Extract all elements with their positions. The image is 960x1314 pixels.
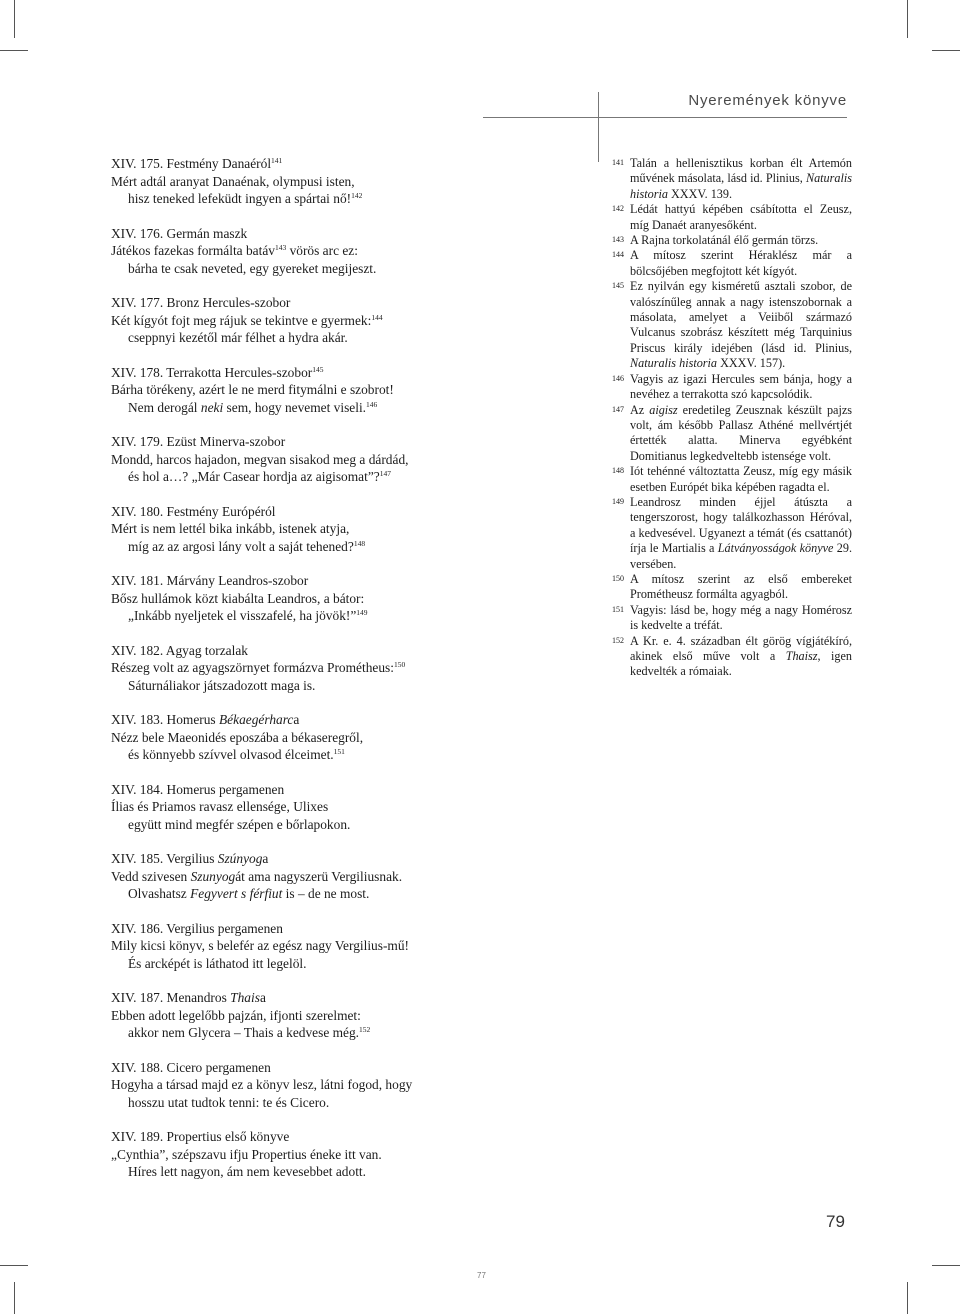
verse-line [111, 1076, 591, 1094]
text-run: sem, hogy nevemet viseli. [223, 399, 367, 415]
epigram-title [111, 920, 591, 938]
text-run: XIV. 187. Menandros [111, 990, 231, 1005]
text-run: akkor nem Glycera – Thais a kedvese még. [128, 1025, 360, 1040]
folio: 77 [477, 1271, 486, 1280]
footnote-number: 152 [612, 635, 624, 645]
crop-mark [14, 1282, 15, 1314]
epigram [111, 1128, 591, 1181]
text-run: át ama nagyszerü Vergiliusnak. [235, 868, 403, 884]
verse-line [111, 1094, 591, 1112]
text-run: is – de ne most. [282, 886, 370, 901]
column-rule [598, 92, 599, 162]
verse-line [111, 190, 591, 208]
footnote-ref: 151 [333, 747, 345, 756]
footnote [612, 464, 852, 495]
epigram-title [111, 850, 591, 868]
text-run: vörös arc ez: [286, 243, 358, 258]
epigram [111, 155, 591, 208]
text-run: XIV. 185. Vergilius [111, 851, 218, 866]
footnote-ref: 146 [366, 399, 378, 409]
text-run: Iót tehénné változtatta Zeusz, míg egy másik esetben Európét bika képében ragadta el. [630, 464, 852, 494]
crop-mark [932, 1265, 960, 1266]
footnote-number: 141 [612, 158, 624, 167]
text-run: Nézz bele Maeonidés eposzába a békaseregről, [111, 729, 364, 745]
epigram [111, 711, 591, 764]
verse-line [111, 607, 591, 625]
text-run: XIV. 186. Vergilius pergamenen [111, 920, 283, 936]
footnote [612, 603, 852, 634]
footnote-number: 145 [612, 281, 624, 291]
footnote [612, 156, 852, 202]
text-run: „Inkább nyeljetek el visszafelé, ha jövök!” [128, 608, 357, 623]
text-run: Vedd szivesen [111, 868, 191, 884]
text-run: „Cynthia”, szépszavu ifju Propertius éneke itt van. [111, 1146, 382, 1162]
text-run: A Rajna torkolatánál élő germán törzs. [630, 233, 819, 248]
verse-line [111, 659, 591, 677]
text-run: Két kígyót fojt meg rájuk se tekintve e gyermek: [111, 312, 372, 328]
epigram [111, 1059, 591, 1112]
epigram-title [111, 155, 591, 173]
footnote-ref: 142 [351, 191, 363, 200]
text-run: XIV. 188. Cicero pergamenen [111, 1059, 271, 1075]
text-run: Nem derogál [128, 399, 201, 415]
footnote-ref: 148 [353, 538, 366, 548]
footnote-number: 144 [612, 250, 624, 260]
footnote-number: 150 [612, 573, 624, 583]
crop-mark [0, 50, 28, 51]
epigram-title [111, 711, 591, 729]
epigram-title [111, 642, 591, 660]
footnote-ref: 143 [274, 243, 287, 252]
text-run: míg az az argosi lány volt a saját tehened? [128, 538, 354, 554]
text-run: 29. versében. [630, 541, 852, 571]
text-run: XIV. 182. Agyag torzalak [111, 642, 248, 658]
text-run: XIV. 189. Propertius első könyve [111, 1129, 290, 1144]
epigram [111, 781, 591, 834]
text-run: XIV. 175. Festmény Danaéról [111, 156, 272, 171]
verse-line [111, 451, 591, 469]
verse-line [111, 885, 591, 903]
verse-line [111, 937, 591, 955]
header-rule [483, 117, 847, 118]
italic-text: aigisz [649, 402, 678, 417]
text-run: XIV. 184. Homerus pergamenen [111, 781, 285, 797]
epigram [111, 433, 591, 486]
italic-text: Békaegérharc [219, 712, 294, 727]
text-run: Mért is nem lettél bika inkább, istenek atyja, [111, 521, 350, 536]
verse-line [111, 520, 591, 538]
text-run: XIV. 177. Bronz Hercules-szobor [111, 295, 291, 310]
epigram [111, 989, 591, 1042]
italic-text: Látványosságok könyve [717, 541, 834, 556]
epigram [111, 364, 591, 417]
text-run: XIV. 176. Germán maszk [111, 225, 248, 241]
text-run: A mítosz szerint Héraklész már a bölcsőjében megfojtott két kígyót. [630, 248, 852, 278]
verse-line [111, 590, 591, 608]
footnote-number: 143 [612, 235, 624, 245]
text-run: Részeg volt az agyagszörnyet formázva Prométheus: [111, 660, 394, 675]
epigram [111, 920, 591, 973]
italic-text: Szunyog [190, 868, 236, 884]
footnote-number: 148 [612, 466, 624, 476]
footnote-ref: 141 [271, 156, 283, 165]
italic-text: Thaisz [785, 649, 818, 663]
footnote-number: 146 [612, 373, 624, 383]
italic-text: Naturalis historia [630, 356, 718, 371]
text-run: a [259, 990, 266, 1005]
verse-line [111, 746, 591, 764]
footnote-number: 149 [612, 496, 624, 506]
footnote [612, 279, 852, 371]
text-run: hisz teneked lefeküdt ingyen a spártai nő! [128, 191, 352, 206]
footnote-ref: 152 [359, 1025, 371, 1034]
text-run: Mondd, harcos hajadon, megvan sisakod meg a dárdád, [111, 451, 409, 467]
footnote-ref: 149 [356, 608, 368, 617]
text-run: együtt mind megfér szépen e bőrlapokon. [128, 816, 351, 832]
text-run: Olvashatsz [128, 886, 191, 901]
verse-line [111, 868, 591, 886]
epigram-title [111, 1059, 591, 1077]
text-run: hosszu utat tudtok tenni: te és Cicero. [128, 1094, 330, 1110]
footnote [612, 248, 852, 279]
epigram-title [111, 503, 591, 521]
epigram-title [111, 364, 591, 382]
text-run: XIV. 180. Festmény Európéról [111, 503, 276, 519]
epigram [111, 850, 591, 903]
italic-text: Fegyvert s férfiut [190, 886, 283, 901]
italic-text: Szúnyog [217, 851, 263, 866]
epigram [111, 572, 591, 625]
crop-mark [0, 1265, 28, 1266]
italic-text: neki [200, 399, 224, 415]
footnote-number: 147 [612, 404, 624, 414]
text-run: Bősz hullámok közt kiabálta Leandros, a bátor: [111, 590, 365, 606]
epigram-title [111, 1128, 591, 1146]
epigram-title [111, 572, 591, 590]
footnote-ref: 147 [379, 469, 391, 478]
epigram [111, 225, 591, 278]
footnote [612, 572, 852, 603]
footnote [612, 634, 852, 680]
text-run: És arcképét is láthatod itt legelöl. [128, 955, 307, 971]
epigram-column [111, 155, 591, 1198]
verse-line [111, 538, 591, 556]
footnote-column [612, 156, 852, 680]
italic-text: Thais [230, 990, 260, 1005]
verse-line [111, 242, 591, 260]
text-run: és könnyebb szívvel olvasod élceimet. [128, 747, 334, 762]
verse-line [111, 1146, 591, 1164]
footnote [612, 372, 852, 403]
text-run: XIV. 179. Ezüst Minerva-szobor [111, 434, 286, 449]
text-run: Ílias és Priamos ravasz ellensége, Ulixes [111, 799, 329, 814]
text-run: XIV. 181. Márvány Leandros-szobor [111, 573, 309, 588]
text-run: A Kr. e. 4. században élt görög vígjátékíró, akinek első műve volt a [630, 633, 852, 663]
footnote [612, 202, 852, 233]
epigram [111, 503, 591, 556]
epigram-title [111, 225, 591, 243]
epigram [111, 642, 591, 695]
epigram-title [111, 433, 591, 451]
text-run: Vagyis az igazi Hercules sem bánja, hogy a nevéhez a terrakotta szó kapcsolódik. [630, 371, 852, 402]
footnote-number: 151 [612, 604, 624, 614]
epigram-title [111, 989, 591, 1007]
epigram-title [111, 781, 591, 799]
text-run: XIV. 183. Homerus [111, 712, 219, 727]
text-run: A mítosz szerint az első embereket Prométheusz formálta agyagból. [630, 571, 852, 602]
verse-line [111, 1163, 591, 1181]
verse-line [111, 260, 591, 278]
verse-line [111, 677, 591, 695]
verse-line [111, 468, 591, 486]
text-run: , igen kedvelték a rómaiak. [630, 649, 852, 679]
verse-line [111, 1007, 591, 1025]
text-run: Vagyis: lásd be, hogy még a nagy Homérosz is kedvelte a tréfát. [630, 602, 852, 633]
verse-line [111, 816, 591, 834]
text-run: Mért adtál aranyat Danaénak, olympusi isten, [111, 173, 355, 189]
text-run: XXXV. 157). [717, 356, 786, 371]
text-run: eredetileg Zeusznak készült pajzs volt, ám később Pallasz Athéné mellvértjét értették alatta. Minerva egyébként Domitianus legkedveltebb istensége volt. [630, 402, 852, 463]
verse-line [111, 312, 591, 330]
text-run: Talán a hellenisztikus korban élt Artemón művének másolata, lásd id. Plinius, [630, 156, 852, 186]
text-run: XXXV. 139. [667, 186, 733, 201]
verse-line [111, 955, 591, 973]
footnote-ref: 150 [393, 660, 406, 669]
verse-line [111, 729, 591, 747]
text-run: Ebben adott legelőbb pajzán, ifjonti szerelmet: [111, 1007, 361, 1023]
text-run: Lédát hattyú képében csábította el Zeusz, míg Danaét aranyesőként. [630, 202, 852, 232]
verse-line [111, 399, 591, 417]
text-run: Leandrosz minden éjjel átúszta a tengerszorost, hogy találkozhasson Héróval, a kedvesével. Ugyanezt a témát (és csattanót) írja le Martialis a [630, 494, 852, 556]
page-number: 79 [826, 1212, 845, 1231]
text-run: Sáturnáliakor játszadozott maga is. [128, 677, 316, 693]
text-run: Bárha törékeny, azért le ne merd fitymálni e szobrot! [111, 382, 394, 397]
verse-line [111, 798, 591, 816]
text-run: és hol a…? „Már Casear hordja az aigisomat”? [128, 469, 380, 484]
verse-line [111, 329, 591, 347]
footnote [612, 495, 852, 572]
verse-line [111, 1024, 591, 1042]
footnote [612, 233, 852, 248]
text-run: Az [630, 402, 650, 417]
verse-line [111, 173, 591, 191]
text-run: a [262, 851, 269, 866]
running-head: Nyeremények könyve [688, 92, 847, 109]
text-run: Ez nyilván egy kisméretű asztali szobor, de valószínűleg annak a nagy istenszobornak a másolata, amelyet a Veiiből származó Vulcanus szobrász készített még Tarquinius Priscus király idejében (lásd id. Plinius, [630, 279, 852, 355]
text-run: Játékos fazekas formálta batáv [111, 243, 275, 258]
crop-mark [907, 1282, 908, 1314]
text-run: Hogyha a társad majd ez a könyv lesz, látni fogod, hogy [111, 1077, 413, 1092]
crop-mark [932, 50, 960, 51]
italic-text: Naturalis historia [630, 171, 852, 201]
epigram-title [111, 294, 591, 312]
footnote-ref: 145 [312, 364, 324, 374]
footnote-ref: 144 [371, 312, 383, 322]
text-run: Mily kicsi könyv, s belefér az egész nagy Vergilius-mű! [111, 938, 409, 953]
text-run: cseppnyi kezétől már félhet a hydra akár. [128, 330, 348, 345]
verse-line [111, 381, 591, 399]
epigram [111, 294, 591, 347]
text-run: Híres lett nagyon, ám nem kevesebbet adott. [128, 1164, 366, 1179]
text-run: XIV. 178. Terrakotta Hercules-szobor [111, 364, 313, 380]
footnote-number: 142 [612, 204, 624, 214]
text-run: a [293, 712, 300, 727]
crop-mark [907, 0, 908, 38]
crop-mark [14, 0, 15, 38]
text-run: bárha te csak neveted, egy gyereket megijeszt. [128, 260, 377, 276]
footnote [612, 403, 852, 465]
